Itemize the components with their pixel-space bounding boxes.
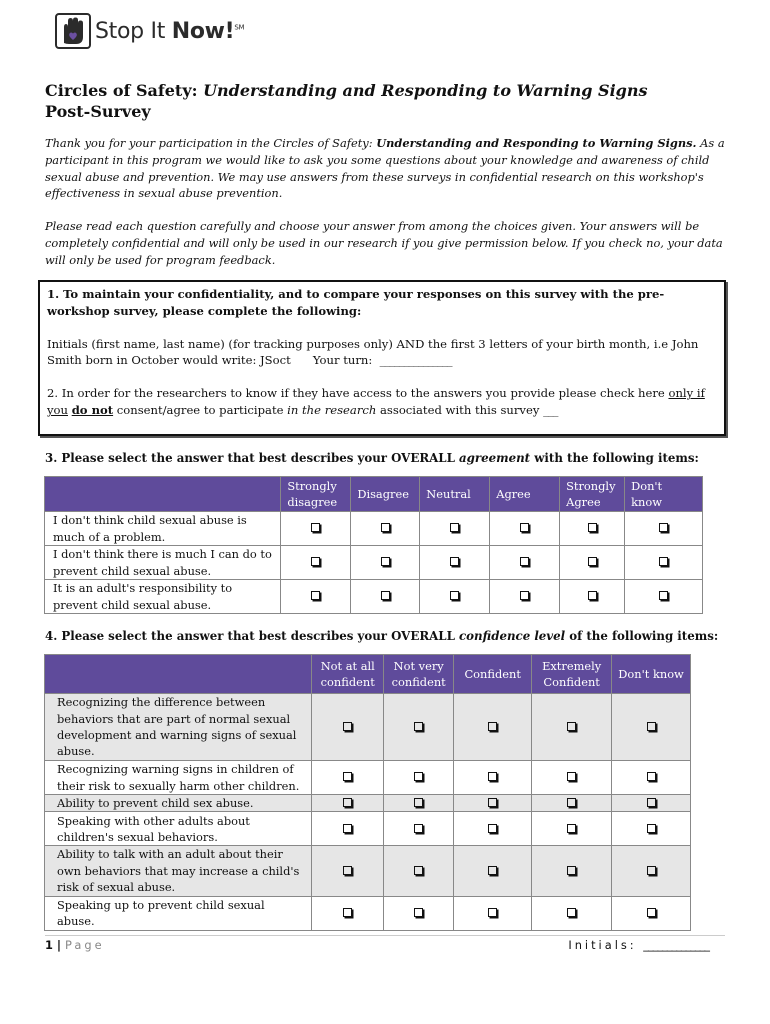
checkbox[interactable]	[647, 908, 656, 917]
checkbox[interactable]	[381, 557, 390, 566]
col-disagree: Disagree	[351, 477, 420, 512]
col-not-at-all-confident: Not at all confident	[312, 655, 384, 694]
consent-check-field[interactable]: ___	[543, 402, 558, 417]
checkbox[interactable]	[488, 798, 497, 807]
checkbox[interactable]	[488, 772, 497, 781]
logo-wordmark: Stop It Now!℠	[95, 18, 245, 44]
checkbox[interactable]	[520, 523, 529, 532]
checkbox[interactable]	[343, 824, 352, 833]
row-label: Ability to talk with an adult about their own behaviors that may increase a child's risk of sexual abuse.	[45, 846, 312, 896]
header-blank	[45, 477, 281, 512]
checkbox[interactable]	[414, 722, 423, 731]
col-strongly-disagree: Strongly disagree	[281, 477, 351, 512]
stop-it-now-logo	[55, 12, 244, 50]
table-row	[45, 694, 691, 761]
checkbox[interactable]	[450, 523, 459, 532]
checkbox[interactable]	[488, 824, 497, 833]
checkbox[interactable]	[588, 557, 597, 566]
checkbox[interactable]	[567, 908, 576, 917]
checkbox[interactable]	[343, 798, 352, 807]
table-header-row	[45, 477, 703, 512]
checkbox[interactable]	[450, 591, 459, 600]
row-label: I don't think child sexual abuse is much of a problem.	[45, 512, 281, 546]
table-row	[45, 546, 703, 580]
row-label: It is an adult's responsibility to prevent child sexual abuse.	[45, 580, 281, 614]
checkbox[interactable]	[567, 772, 576, 781]
checkbox[interactable]	[567, 798, 576, 807]
checkbox[interactable]	[588, 523, 597, 532]
checkbox[interactable]	[414, 866, 423, 875]
question-3-heading: 3. Please select the answer that best describes your OVERALL agreement with the following items:	[45, 451, 699, 465]
checkbox[interactable]	[520, 557, 529, 566]
checkbox[interactable]	[414, 824, 423, 833]
checkbox[interactable]	[414, 772, 423, 781]
checkbox[interactable]	[343, 866, 352, 875]
confidentiality-box	[38, 280, 726, 436]
row-label: I don't think there is much I can do to prevent child sexual abuse.	[45, 546, 281, 580]
table-row	[45, 512, 703, 546]
row-label: Speaking up to prevent child sexual abuse.	[45, 896, 312, 930]
checkbox[interactable]	[381, 591, 390, 600]
col-not-very-confident: Not very confident	[384, 655, 454, 694]
table-row	[45, 896, 691, 930]
col-dont-know: Don't know	[612, 655, 691, 694]
checkbox[interactable]	[488, 908, 497, 917]
checkbox[interactable]	[343, 772, 352, 781]
document-title: Circles of Safety: Understanding and Responding to Warning Signs Post-Survey	[45, 81, 648, 121]
checkbox[interactable]	[311, 591, 320, 600]
col-neutral: Neutral	[420, 477, 490, 512]
checkbox[interactable]	[311, 523, 320, 532]
checkbox[interactable]	[588, 591, 597, 600]
table-row	[45, 846, 691, 896]
checkbox[interactable]	[488, 866, 497, 875]
row-label: Recognizing the difference between behaviors that are part of normal sexual development and warning signs of sexual abuse.	[45, 694, 312, 761]
checkbox[interactable]	[381, 523, 390, 532]
table-row	[45, 795, 691, 812]
question-1-heading: 1. To maintain your confidentiality, and to compare your responses on this survey with the pre-workshop survey, please complete the following:	[47, 287, 665, 318]
initials-instructions: Initials (first name, last name) (for tracking purposes only) AND the first 3 letters of your birth month, i.e John Smith born in October would write: JSoct Your turn: _______________	[47, 336, 699, 368]
checkbox[interactable]	[567, 866, 576, 875]
checkbox[interactable]	[520, 591, 529, 600]
checkbox[interactable]	[414, 908, 423, 917]
col-confident: Confident	[454, 655, 532, 694]
checkbox[interactable]	[647, 772, 656, 781]
hand-heart-logo-icon	[55, 13, 91, 49]
intro-paragraph-2: Please read each question carefully and choose your answer from among the choices given. Your answers will be completely confidential and will only be used in our research if you give permission below. If you check no, your data will only be used for program feedback.	[45, 219, 723, 267]
checkbox[interactable]	[343, 908, 352, 917]
footer-initials: Initials: ______________	[568, 938, 709, 952]
row-label: Speaking with other adults about children's sexual behaviors.	[45, 812, 312, 846]
row-label: Ability to prevent child sex abuse.	[45, 795, 312, 812]
page-number: 1 | Page	[45, 938, 105, 952]
checkbox[interactable]	[647, 866, 656, 875]
checkbox[interactable]	[488, 722, 497, 731]
checkbox[interactable]	[414, 798, 423, 807]
table-row	[45, 580, 703, 614]
agreement-table	[44, 476, 703, 614]
checkbox[interactable]	[567, 824, 576, 833]
your-turn-field[interactable]: _______________	[379, 353, 452, 368]
confidence-table	[44, 654, 691, 931]
checkbox[interactable]	[343, 722, 352, 731]
checkbox[interactable]	[659, 591, 668, 600]
table-row	[45, 761, 691, 795]
row-label: Recognizing warning signs in children of their risk to sexually harm other children.	[45, 761, 312, 795]
checkbox[interactable]	[647, 798, 656, 807]
table-row	[45, 812, 691, 846]
question-2-consent: 2. In order for the researchers to know if they have access to the answers you provide please check here only if you do not consent/agree to participate in the research associated with this survey ___	[47, 386, 705, 417]
checkbox[interactable]	[567, 722, 576, 731]
checkbox[interactable]	[659, 557, 668, 566]
header-blank	[45, 655, 312, 694]
col-extremely-confident: Extremely Confident	[532, 655, 612, 694]
checkbox[interactable]	[450, 557, 459, 566]
question-4-heading: 4. Please select the answer that best describes your OVERALL confidence level of the following items:	[45, 629, 719, 643]
col-dont-know: Don't know	[625, 477, 703, 512]
page-footer	[45, 935, 725, 955]
intro-paragraph-1: Thank you for your participation in the Circles of Safety: Understanding and Responding to Warning Signs. As a participant in this program we would like to ask you some questions about your knowledge and awareness of child sexual abuse and prevention. We may use answers from these surveys in confidential research on this workshop's effectiveness in sexual abuse prevention.	[45, 136, 725, 201]
checkbox[interactable]	[659, 523, 668, 532]
checkbox[interactable]	[311, 557, 320, 566]
checkbox[interactable]	[647, 824, 656, 833]
footer-initials-field[interactable]: ______________	[643, 938, 709, 952]
col-agree: Agree	[490, 477, 560, 512]
col-strongly-agree: Strongly Agree	[560, 477, 625, 512]
table-header-row	[45, 655, 691, 694]
checkbox[interactable]	[647, 722, 656, 731]
